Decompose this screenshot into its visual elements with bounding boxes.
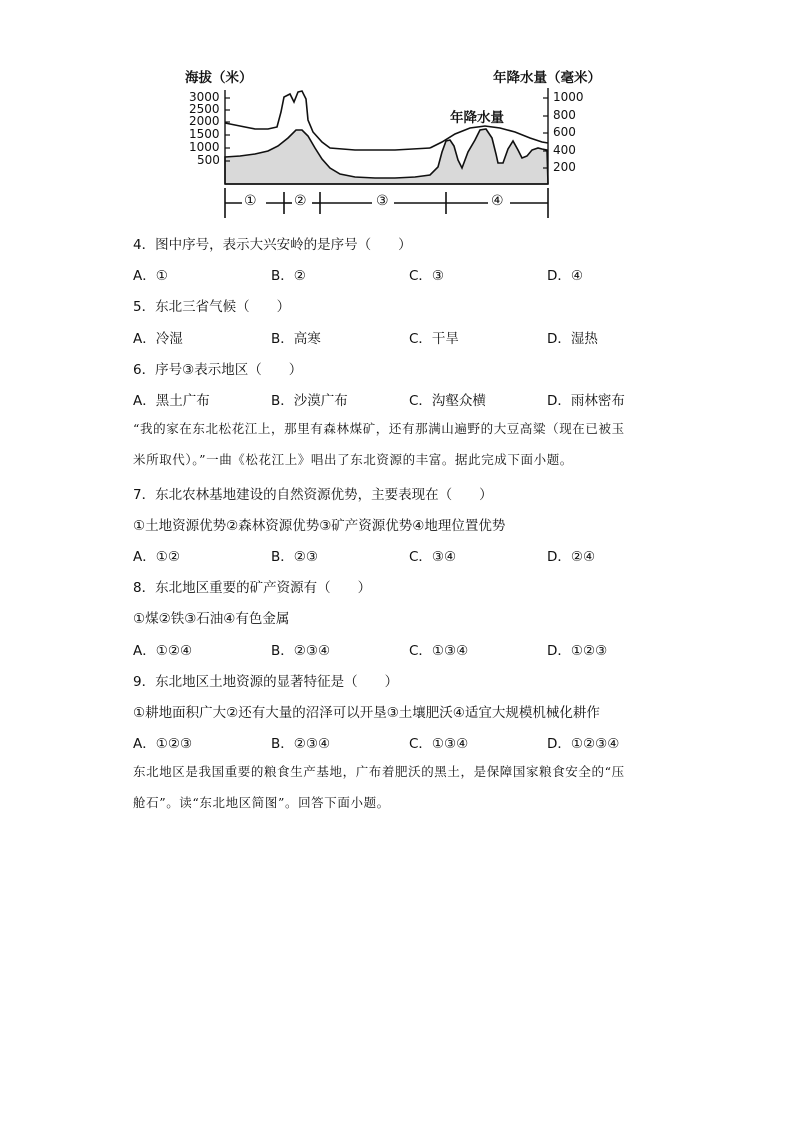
option-c[interactable]: C．③④ bbox=[409, 549, 457, 565]
question-8-options bbox=[133, 639, 633, 661]
option-b[interactable]: B．高寒 bbox=[271, 331, 321, 347]
question-8-stem: 8．东北地区重要的矿产资源有（ ） bbox=[133, 580, 372, 596]
terrain-precipitation-profile bbox=[180, 62, 620, 222]
option-d[interactable]: D．湿热 bbox=[547, 331, 598, 347]
option-a[interactable]: A．①② bbox=[133, 549, 180, 565]
left-tick-label: 3000 bbox=[189, 90, 220, 104]
option-a[interactable]: A．冷湿 bbox=[133, 331, 183, 347]
right-tick-label: 600 bbox=[553, 125, 576, 139]
question-8-items: ①煤②铁③石油④有色金属 bbox=[133, 611, 290, 627]
passage-line: 米所取代）。”一曲《松花江上》唱出了东北资源的丰富。据此完成下面小题。 bbox=[133, 452, 573, 467]
option-b[interactable]: B．②③ bbox=[271, 549, 318, 565]
terrain-area bbox=[225, 129, 548, 184]
option-a[interactable]: A．黑土广布 bbox=[133, 393, 210, 409]
precipitation-axis-label: 年降水量（毫米） bbox=[493, 70, 601, 86]
passage-line: 东北地区是我国重要的粮食生产基地，广布着肥沃的黑土，是保障国家粮食安全的“压 bbox=[133, 764, 625, 779]
left-tick-label: 1500 bbox=[189, 127, 220, 141]
question-9-stem: 9．东北地区土地资源的显著特征是（ ） bbox=[133, 674, 399, 690]
option-d[interactable]: D．④ bbox=[547, 268, 583, 284]
elevation-line bbox=[225, 91, 430, 150]
option-d[interactable]: D．①②③ bbox=[547, 643, 608, 659]
option-d[interactable]: D．②④ bbox=[547, 549, 596, 565]
region-label-4: ④ bbox=[491, 193, 504, 209]
option-d[interactable]: D．雨林密布 bbox=[547, 393, 625, 409]
region-label-1: ① bbox=[244, 193, 257, 209]
question-4-options bbox=[133, 264, 633, 286]
right-tick-label: 400 bbox=[553, 143, 576, 157]
right-tick-label: 200 bbox=[553, 160, 576, 174]
left-tick-label: 2000 bbox=[189, 114, 220, 128]
reading-passage-1 bbox=[133, 413, 663, 475]
question-6-stem: 6．序号③表示地区（ ） bbox=[133, 362, 303, 378]
option-c[interactable]: C．①③④ bbox=[409, 643, 469, 659]
option-c[interactable]: C．沟壑众横 bbox=[409, 393, 486, 409]
option-a[interactable]: A．①②③ bbox=[133, 736, 193, 752]
question-9-options bbox=[133, 732, 633, 754]
question-5-stem: 5．东北三省气候（ ） bbox=[133, 299, 291, 315]
question-9-items: ①耕地面积广大②还有大量的沼泽可以开垦③土壤肥沃④适宜大规模机械化耕作 bbox=[133, 705, 600, 721]
left-tick-label: 1000 bbox=[189, 140, 220, 154]
option-d[interactable]: D．①②③④ bbox=[547, 736, 620, 752]
left-tick-label: 2500 bbox=[189, 102, 220, 116]
precipitation-series-label: 年降水量 bbox=[450, 110, 504, 126]
region-label-3: ③ bbox=[376, 193, 389, 209]
passage-line: 舱石”。读“东北地区简图”。回答下面小题。 bbox=[133, 795, 390, 810]
question-7-items: ①土地资源优势②森林资源优势③矿产资源优势④地理位置优势 bbox=[133, 518, 506, 534]
option-c[interactable]: C．干旱 bbox=[409, 331, 459, 347]
question-6-options bbox=[133, 389, 633, 411]
left-ticks bbox=[225, 98, 230, 161]
region-label-2: ② bbox=[294, 193, 307, 209]
option-b[interactable]: B．沙漠广布 bbox=[271, 393, 348, 409]
left-tick-label: 500 bbox=[197, 153, 220, 167]
option-b[interactable]: B．② bbox=[271, 268, 306, 284]
passage-line: “我的家在东北松花江上，那里有森林煤矿，还有那满山遍野的大豆高粱（现在已被玉 bbox=[133, 421, 625, 436]
option-a[interactable]: A．① bbox=[133, 268, 168, 284]
question-7-stem: 7．东北农林基地建设的自然资源优势，主要表现在（ ） bbox=[133, 487, 493, 503]
question-5-options bbox=[133, 327, 633, 349]
right-tick-label: 1000 bbox=[553, 90, 584, 104]
option-c[interactable]: C．①③④ bbox=[409, 736, 469, 752]
option-a[interactable]: A．①②④ bbox=[133, 643, 193, 659]
option-b[interactable]: B．②③④ bbox=[271, 736, 331, 752]
question-4-stem: 4．图中序号，表示大兴安岭的是序号（ ） bbox=[133, 237, 412, 253]
elevation-axis-label: 海拔（米） bbox=[185, 70, 253, 86]
question-7-options bbox=[133, 545, 633, 567]
option-c[interactable]: C．③ bbox=[409, 268, 445, 284]
option-b[interactable]: B．②③④ bbox=[271, 643, 331, 659]
reading-passage-2 bbox=[133, 756, 663, 818]
right-tick-label: 800 bbox=[553, 108, 576, 122]
